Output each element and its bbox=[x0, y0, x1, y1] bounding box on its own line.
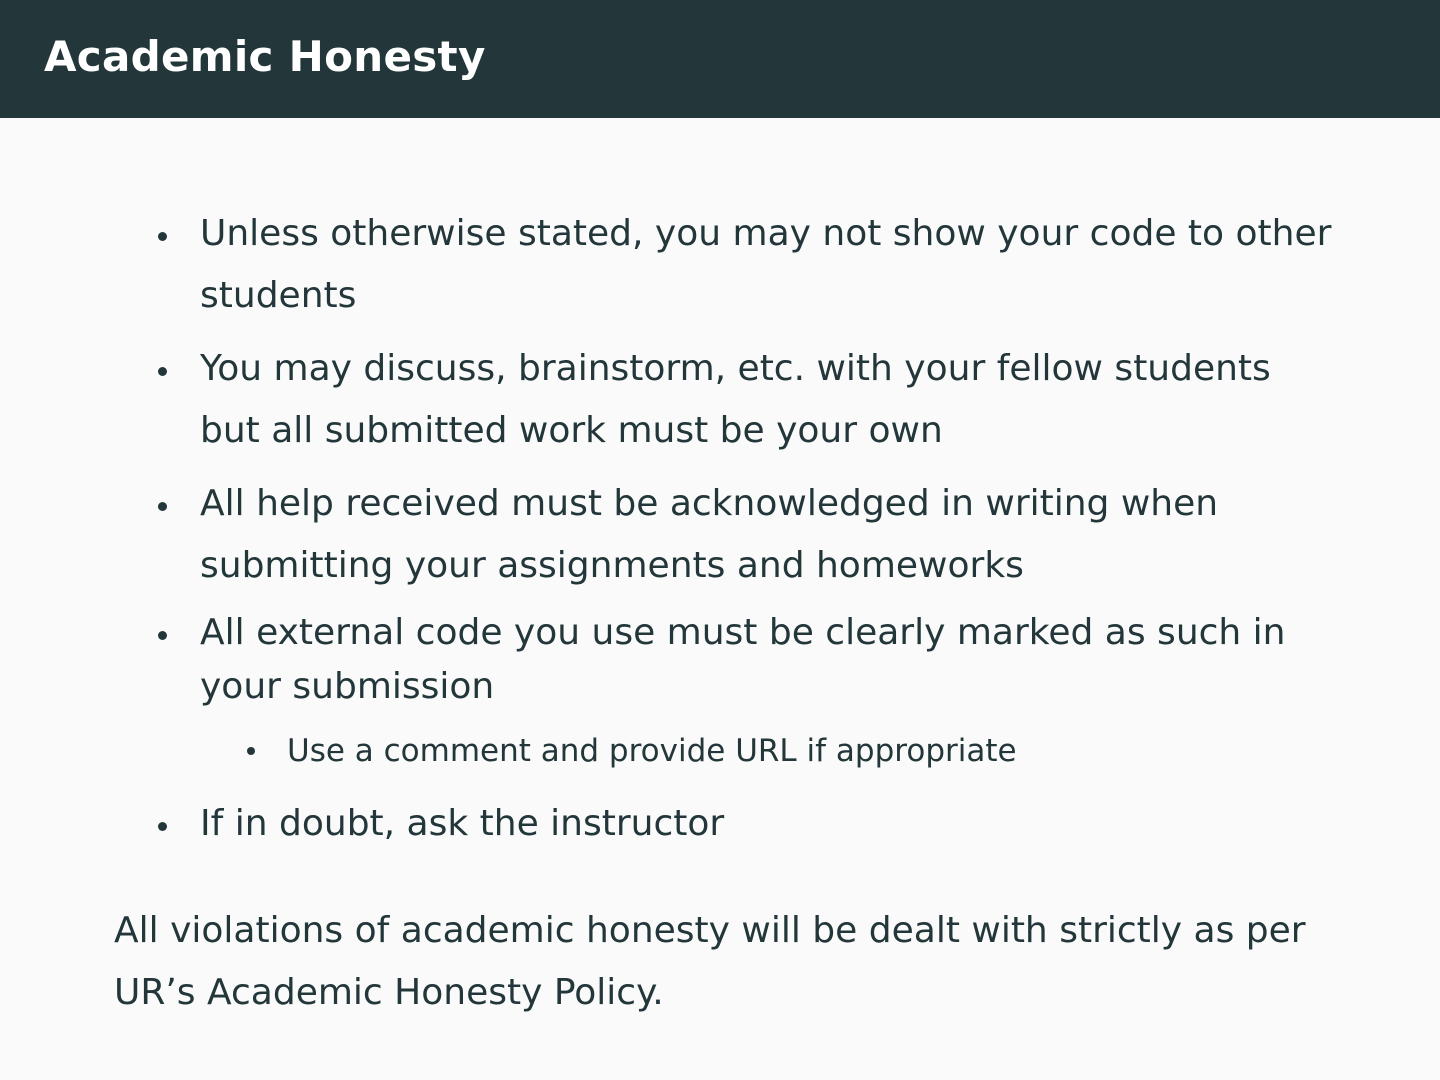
bullet-dot bbox=[158, 502, 167, 511]
closing-line-2: UR’s Academic Honesty Policy. bbox=[114, 972, 664, 1013]
sub-bullet-dot bbox=[247, 747, 255, 755]
bullet-2-line-1: You may discuss, brainstorm, etc. with your fellow students bbox=[200, 348, 1271, 389]
bullet-3-line-1: All help received must be acknowledged in writing when bbox=[200, 483, 1219, 524]
closing-line-1: All violations of academic honesty will be dealt with strictly as per bbox=[114, 910, 1306, 951]
bullet-4-line-1: All external code you use must be clearly marked as such in bbox=[200, 612, 1286, 653]
bullet-3-line-2: submitting your assignments and homeworks bbox=[200, 545, 1024, 586]
slide-title: Academic Honesty bbox=[44, 32, 486, 81]
bullet-dot bbox=[158, 232, 167, 241]
bullet-dot bbox=[158, 822, 167, 831]
sub-bullet-line: Use a comment and provide URL if appropriate bbox=[287, 733, 1017, 769]
bullet-dot bbox=[158, 631, 167, 640]
bullet-dot bbox=[158, 367, 167, 376]
bullet-4-line-2: your submission bbox=[200, 666, 495, 707]
bullet-1-line-2: students bbox=[200, 275, 357, 316]
bullet-1-line-1: Unless otherwise stated, you may not show your code to other bbox=[200, 213, 1332, 254]
bullet-2-line-2: but all submitted work must be your own bbox=[200, 410, 943, 451]
bullet-5-line-1: If in doubt, ask the instructor bbox=[200, 803, 725, 844]
